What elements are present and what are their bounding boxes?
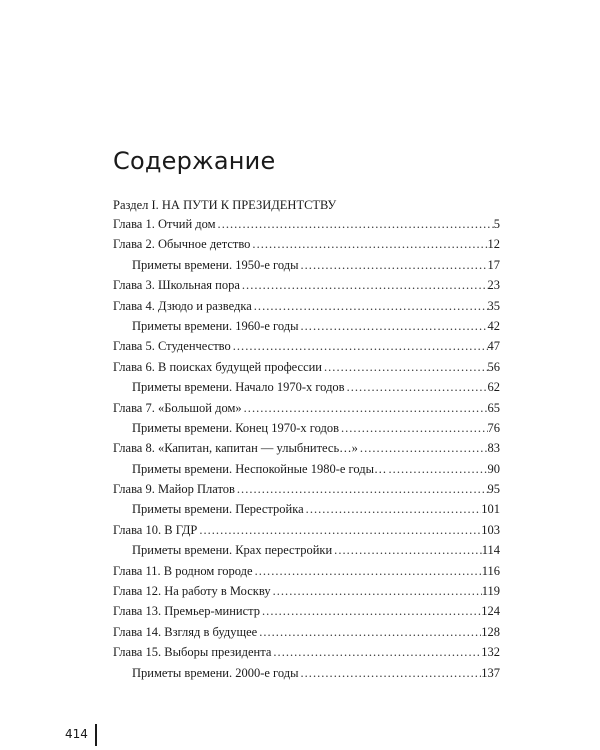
toc-entry[interactable]: [113, 398, 500, 418]
toc-entry-page: 17: [487, 257, 500, 272]
toc-entry-page: 35: [487, 298, 500, 313]
section-heading: Раздел I. НА ПУТИ К ПРЕЗИДЕНТСТВУ: [113, 198, 337, 212]
dot-leader: [216, 214, 494, 234]
toc-entry-title: Глава 6. В поисках будущей профессии: [113, 359, 322, 374]
dot-leader: [358, 438, 488, 458]
toc-entry[interactable]: [113, 479, 500, 499]
toc-entry-page: 47: [487, 339, 500, 354]
toc-subentry[interactable]: [113, 418, 500, 438]
toc-entry-page: 101: [481, 502, 500, 517]
toc-entry-title: Глава 9. Майор Платов: [113, 482, 235, 497]
toc-entry-page: 65: [487, 400, 500, 415]
toc-entry-title: Глава 14. Взгляд в будущее: [113, 624, 258, 639]
toc-subentry[interactable]: [113, 663, 500, 683]
toc-entry-page: 132: [481, 645, 500, 660]
dot-leader: [231, 336, 488, 356]
toc-entry-title: Приметы времени. Крах перестройки: [132, 543, 333, 558]
toc-entry-title: Приметы времени. 1960-е годы: [132, 318, 299, 333]
toc-entry-page: 137: [481, 665, 500, 680]
toc-list: [113, 214, 500, 683]
toc-subentry[interactable]: [113, 255, 500, 275]
dot-leader: [260, 601, 481, 621]
toc-entry-title: Глава 11. В родном городе: [113, 563, 253, 578]
dot-leader: [242, 398, 488, 418]
dot-leader: [387, 459, 488, 479]
toc-entry-title: Глава 12. На работу в Москву: [113, 584, 271, 599]
page-number-rule: [95, 724, 97, 746]
toc-entry-page: 23: [487, 278, 500, 293]
dot-leader: [299, 316, 488, 336]
dot-leader: [299, 663, 482, 683]
toc-entry-page: 62: [487, 380, 500, 395]
toc-entry-title: Приметы времени. Начало 1970-х годов: [132, 380, 345, 395]
dot-leader: [339, 418, 488, 438]
toc-entry-page: 124: [481, 604, 500, 619]
toc-entry[interactable]: [113, 438, 500, 458]
toc-entry-page: 42: [487, 318, 500, 333]
toc-entry[interactable]: [113, 561, 500, 581]
dot-leader: [252, 296, 488, 316]
dot-leader: [332, 540, 482, 560]
toc-subentry[interactable]: [113, 459, 500, 479]
toc-entry-page: 90: [487, 461, 500, 476]
toc-entry-title: Глава 8. «Капитан, капитан — улыбнитесь…»: [113, 441, 358, 456]
toc-entry-title: Глава 13. Премьер-министр: [113, 604, 261, 619]
toc-entry[interactable]: [113, 520, 500, 540]
toc-entry-page: 5: [493, 217, 500, 231]
dot-leader: [304, 499, 482, 519]
toc-entry[interactable]: [113, 601, 500, 621]
toc-subentry[interactable]: [113, 540, 500, 560]
toc-entry[interactable]: [113, 234, 500, 254]
dot-leader: [250, 234, 487, 254]
toc-entry-title: Глава 3. Школьная пора: [113, 278, 240, 293]
toc-entry-title: Приметы времени. Перестройка: [132, 502, 304, 517]
toc-entry[interactable]: [113, 642, 500, 662]
toc-entry-page: 114: [481, 543, 500, 558]
dot-leader: [299, 255, 488, 275]
dot-leader: [271, 642, 481, 662]
toc-entry[interactable]: [113, 581, 500, 601]
toc-entry-title: Глава 15. Выборы президента: [113, 645, 272, 660]
dot-leader: [345, 377, 488, 397]
toc-entry[interactable]: [113, 275, 500, 295]
toc-entry[interactable]: [113, 296, 500, 316]
toc-entry-title: Приметы времени. Неспокойные 1980-е годы…: [132, 461, 387, 476]
toc-entry-title: Глава 7. «Большой дом»: [113, 400, 242, 415]
dot-leader: [257, 622, 481, 642]
toc-entry-title: Приметы времени. 1950-е годы: [132, 257, 299, 272]
toc-entry-page: 119: [481, 584, 500, 599]
toc-entry[interactable]: [113, 622, 500, 642]
toc-entry-title: Приметы времени. 2000-е годы: [132, 665, 299, 680]
dot-leader: [240, 275, 488, 295]
toc-entry-page: 95: [487, 482, 500, 497]
toc-entry-page: 56: [487, 359, 500, 374]
page-number: 414: [65, 727, 88, 741]
dot-leader: [271, 581, 482, 601]
toc-entry[interactable]: [113, 214, 500, 234]
toc-entry-title: Приметы времени. Конец 1970-х годов: [132, 420, 339, 435]
toc-entry-page: 12: [487, 237, 500, 252]
toc-subentry[interactable]: [113, 377, 500, 397]
toc-subentry[interactable]: [113, 316, 500, 336]
toc-entry-page: 103: [481, 522, 500, 537]
toc-entry-title: Глава 10. В ГДР: [113, 522, 198, 537]
toc-entry-title: Глава 1. Отчий дом: [113, 217, 216, 231]
toc-entry-title: Глава 2. Обычное детство: [113, 237, 251, 252]
toc-entry-page: 83: [487, 441, 500, 456]
dot-leader: [197, 520, 481, 540]
toc-entry-title: Глава 5. Студенчество: [113, 339, 231, 354]
dot-leader: [322, 357, 488, 377]
toc-entry-title: Глава 4. Дзюдо и разведка: [113, 298, 252, 313]
page-title: Содержание: [113, 147, 276, 175]
dot-leader: [235, 479, 488, 499]
toc-entry-page: 128: [481, 624, 500, 639]
toc-entry-page: 76: [487, 420, 500, 435]
toc-entry[interactable]: [113, 357, 500, 377]
toc-entry-page: 116: [481, 563, 500, 578]
toc-entry[interactable]: [113, 336, 500, 356]
dot-leader: [253, 561, 482, 581]
toc-subentry[interactable]: [113, 499, 500, 519]
